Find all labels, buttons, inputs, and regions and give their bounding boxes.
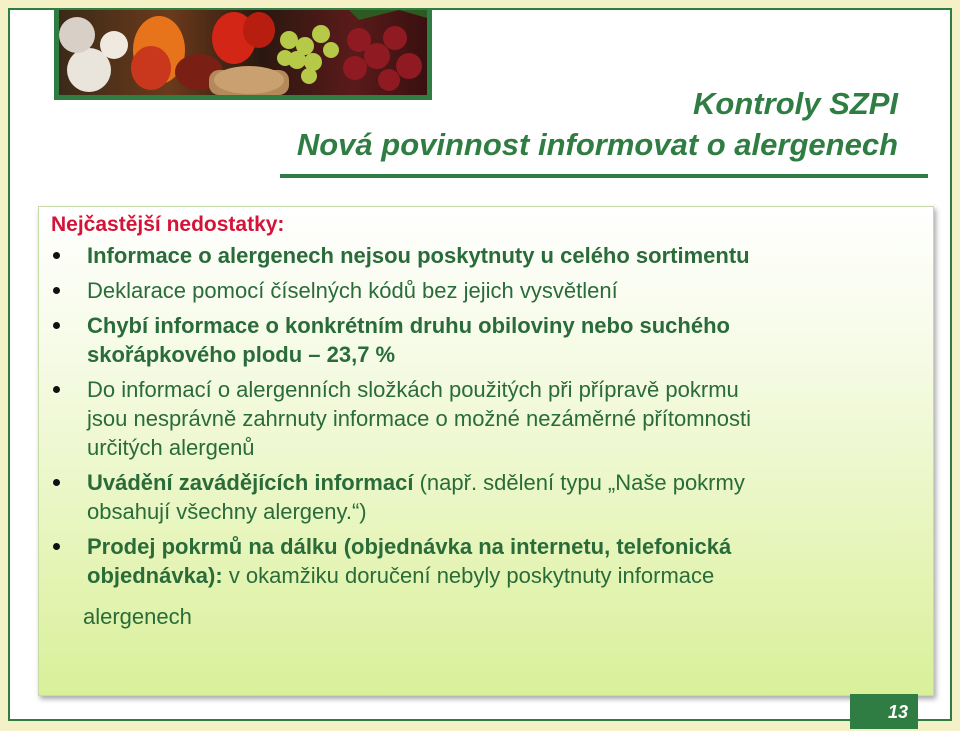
title-divider <box>280 174 928 178</box>
item-text: Informace o alergenech nejsou poskytnuty u celého sortimentu <box>87 243 750 268</box>
section-heading: Nejčastější nedostatky: <box>51 213 285 236</box>
item-text-line-1: Chybí informace o konkrétním druhu obiloviny nebo suchého <box>87 313 730 338</box>
bullet-icon <box>53 386 60 393</box>
list-item <box>39 311 919 369</box>
list-item <box>39 532 919 590</box>
list-item <box>39 468 919 526</box>
bullet-icon <box>53 543 60 550</box>
list-item <box>39 241 919 270</box>
item-text-bold-line-2: objednávka): <box>87 563 223 588</box>
item-text-bold: Uvádění zavádějících informací <box>87 470 414 495</box>
bullet-icon <box>53 479 60 486</box>
title-line-1: Kontroly SZPI <box>693 86 898 121</box>
item-text-line-1: Do informací o alergenních složkách použitých při přípravě pokrmu <box>87 377 739 402</box>
item-text-line-2: skořápkového plodu – 23,7 % <box>87 342 396 367</box>
list-item <box>39 375 919 462</box>
item-text: Deklarace pomocí číselných kódů bez jejich vysvětlení <box>87 278 618 303</box>
list-item <box>39 276 919 305</box>
vegetables-image <box>59 10 427 95</box>
item-text-line-3: určitých alergenů <box>87 435 255 460</box>
bullet-icon <box>53 287 60 294</box>
title-line-2: Nová povinnost informovat o alergenech <box>296 127 898 162</box>
slide <box>8 8 952 721</box>
deficiency-list <box>39 241 919 596</box>
page-number: 13 <box>850 694 918 729</box>
item-text-rest: (např. sdělení typu „Naše pokrmy <box>413 470 745 495</box>
content-box <box>38 206 934 696</box>
item-text-line-2: obsahují všechny alergeny.“) <box>87 499 367 524</box>
bullet-icon <box>53 252 60 259</box>
item-text-rest: v okamžiku doručení nebyly poskytnuty informace <box>222 563 715 588</box>
list-tail-text: alergenech <box>83 604 192 629</box>
slide-title <box>297 84 898 166</box>
item-text-bold-line-1: Prodej pokrmů na dálku (objednávka na internetu, telefonická <box>87 534 732 559</box>
bullet-icon <box>53 322 60 329</box>
item-text-line-2: jsou nesprávně zahrnuty informace o možné nezáměrné přítomnosti <box>87 406 752 431</box>
